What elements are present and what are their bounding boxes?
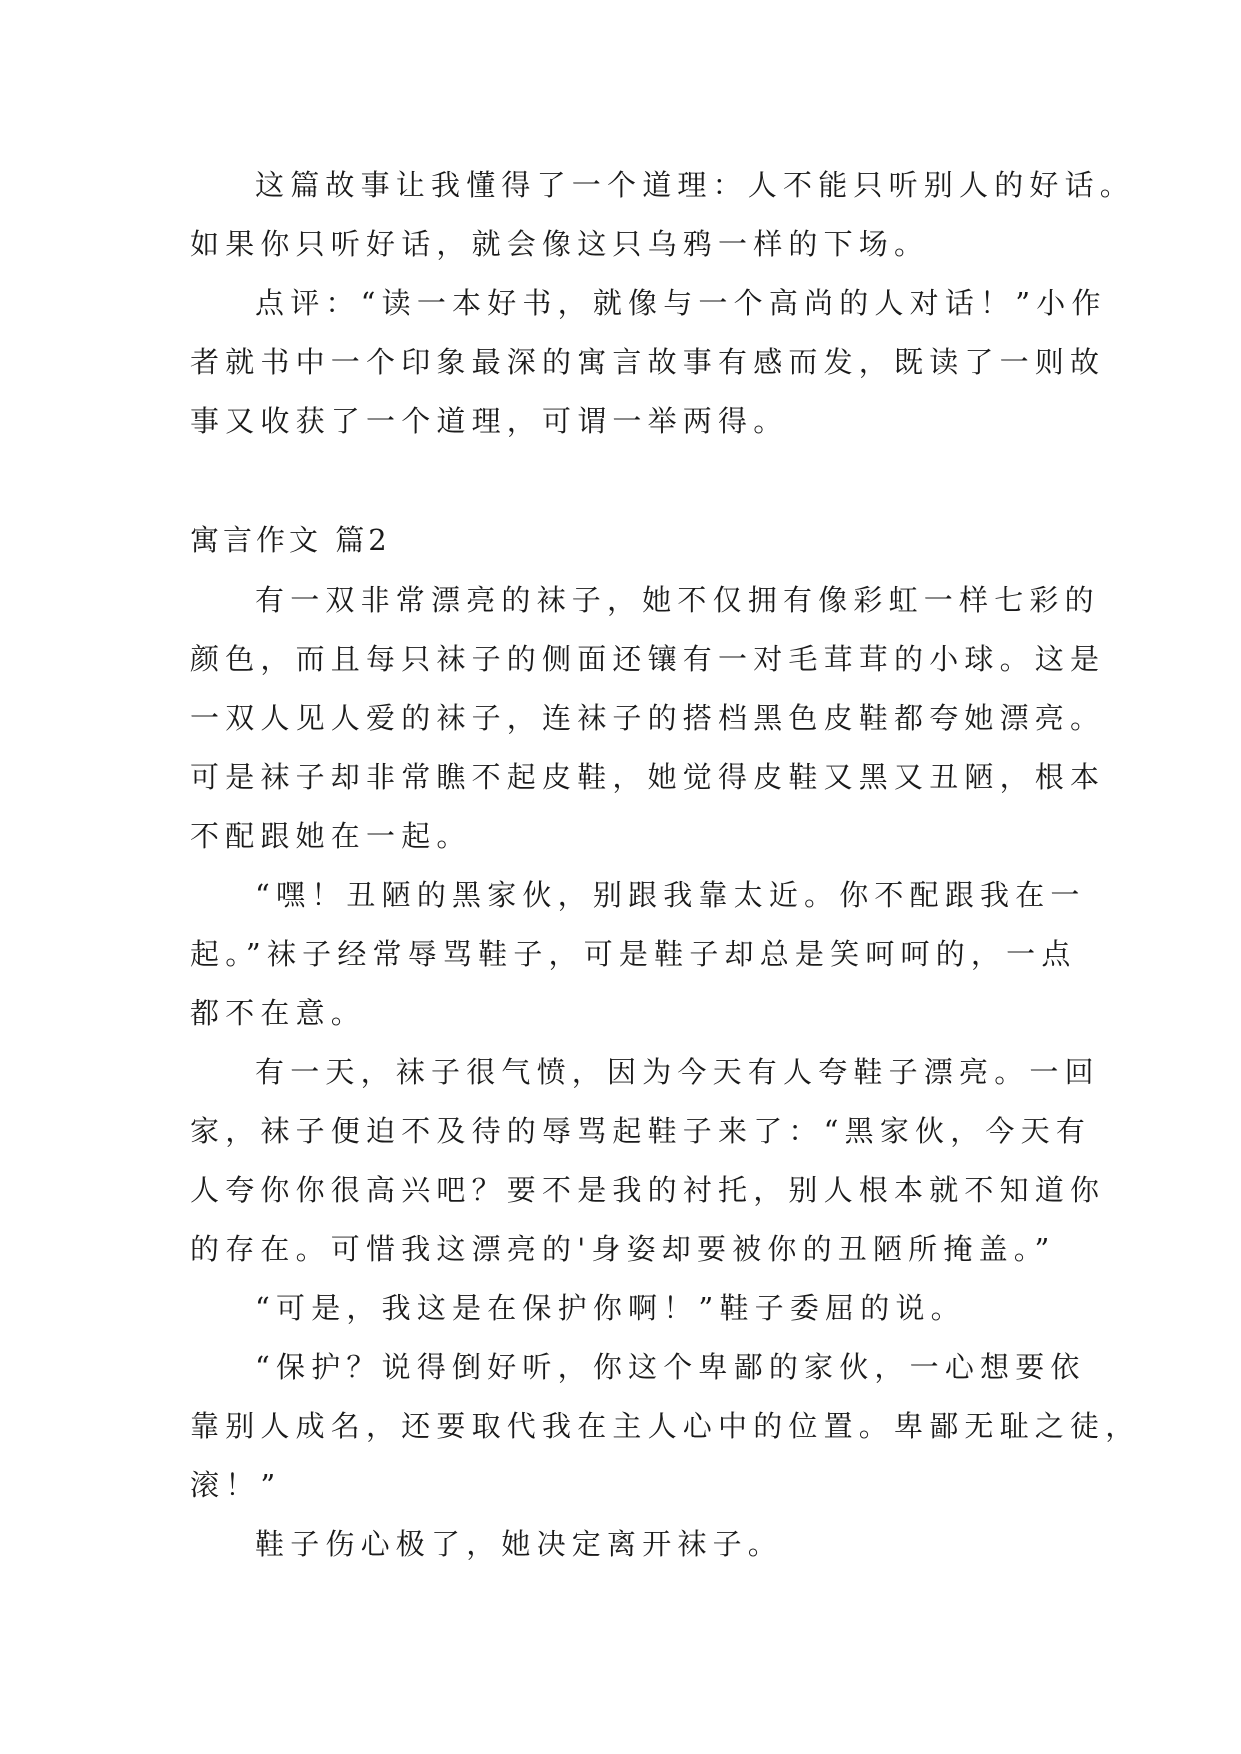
paragraph-line: 可是袜子却非常瞧不起皮鞋，她觉得皮鞋又黑又丑陋，根本	[190, 760, 1106, 794]
paragraph-line: 如果你只听好话，就会像这只乌鸦一样的下场。	[190, 227, 930, 261]
paragraph-line: 点评：“读一本好书，就像与一个高尚的人对话！”小作	[255, 286, 1107, 320]
paragraph-line: 人夸你你很高兴吧？要不是我的衬托，别人根本就不知道你	[190, 1173, 1106, 1207]
paragraph-line: 滚！”	[190, 1468, 282, 1502]
paragraph-line: 鞋子伤心极了，她决定离开袜子。	[255, 1527, 784, 1561]
section-heading: 寓言作文 篇2	[190, 523, 391, 557]
paragraph-line: 有一双非常漂亮的袜子，她不仅拥有像彩虹一样七彩的	[255, 583, 1100, 617]
paragraph-line: 靠别人成名，还要取代我在主人心中的位置。卑鄙无耻之徒，	[190, 1409, 1141, 1443]
paragraph-line: 不配跟她在一起。	[190, 819, 472, 853]
paragraph-line: 这篇故事让我懂得了一个道理：人不能只听别人的好话。	[255, 168, 1136, 202]
paragraph-line: 一双人见人爱的袜子，连袜子的搭档黑色皮鞋都夸她漂亮。	[190, 701, 1106, 735]
paragraph-line: 有一天，袜子很气愤，因为今天有人夸鞋子漂亮。一回	[255, 1055, 1100, 1089]
paragraph-line: 者就书中一个印象最深的寓言故事有感而发，既读了一则故	[190, 345, 1106, 379]
paragraph-line: 家，袜子便迫不及待的辱骂起鞋子来了：“黑家伙，今天有	[190, 1114, 1092, 1148]
paragraph-line: 的存在。可惜我这漂亮的'身姿却要被你的丑陋所掩盖。”	[190, 1232, 1056, 1266]
paragraph-line: 都不在意。	[190, 996, 367, 1030]
paragraph-line: 颜色，而且每只袜子的侧面还镶有一对毛茸茸的小球。这是	[190, 642, 1106, 676]
paragraph-line: “可是，我这是在保护你啊！”鞋子委屈的说。	[255, 1291, 966, 1325]
paragraph-line: 起。”袜子经常辱骂鞋子，可是鞋子却总是笑呵呵的，一点	[190, 937, 1077, 971]
paragraph-line: 事又收获了一个道理，可谓一举两得。	[190, 404, 789, 438]
paragraph-line: “嘿！丑陋的黑家伙，别跟我靠太近。你不配跟我在一	[255, 878, 1086, 912]
paragraph-line: “保护？说得倒好听，你这个卑鄙的家伙，一心想要依	[255, 1350, 1086, 1384]
